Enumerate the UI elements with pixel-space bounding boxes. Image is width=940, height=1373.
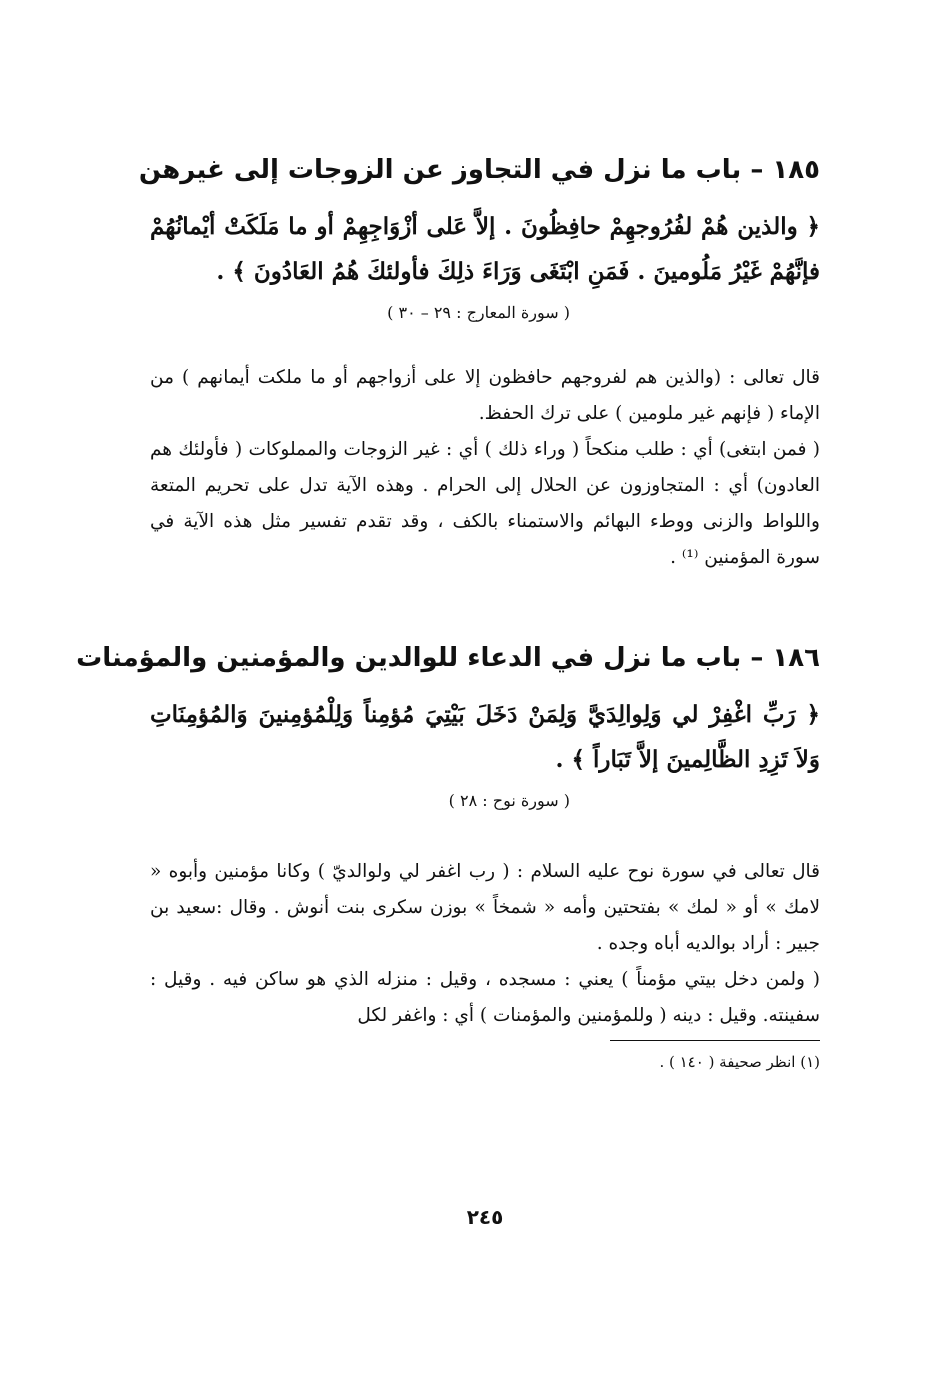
section-185-commentary — [150, 360, 820, 576]
page-number: ٢٤٥ — [466, 1205, 504, 1229]
book-page — [76, 150, 820, 1330]
section-186-paragraph: ( ولمن دخل بيتي مؤمناً ) يعني : مسجده ، وقيل : منزله الذي هو ساكن فيه . وقيل : سفينته. وقيل : دينه ( وللمؤمنين والمؤمنات ) أي : واغفر لكل — [150, 969, 820, 1026]
section-186-reference: ( سورة نوح : ٢٨ ) — [448, 791, 570, 810]
section-185-heading: ١٨٥ – باب ما نزل في التجاوز عن الزوجات إلى غيرهن — [138, 155, 820, 185]
footnote: (١) انظر صحيفة ( ١٤٠ ) . — [659, 1053, 820, 1071]
section-185-verse: ﴿ والذين هُمْ لفُرُوجهِمْ حافِظُونَ . إلاَّ عَلى أزْوَاجِهِمْ أو ما مَلَكَتْ أيْمانُهُمْ فإنَّهُمْ غَيْرُ مَلُومينَ . فَمَنِ ابْتَغَى وَرَاءَ ذلِكَ فأولئكَ هُمُ العَادُونَ ﴾ . — [150, 213, 820, 285]
section-185-paragraph: قال تعالى : (والذين هم لفروجهم حافظون إلا على أزواجهم أو ما ملكت أيمانهم ) من الإماء ( فإنهم غير ملومين ) على ترك الحفظ. — [150, 367, 820, 424]
section-186-heading: ١٨٦ – باب ما نزل في الدعاء للوالدين والمؤمنين والمؤمنات — [76, 643, 820, 673]
section-186-commentary — [150, 854, 820, 1034]
section-186-verse: ﴿ رَبِّ اغْفِرْ لي وَلِوالِدَيَّ وَلِمَنْ دَخَلَ بَيْتِيَ مُؤمِناً وَلِلْمُؤمِنينَ وَالمُؤمِنَاتِ وَلاَ تَزِدِ الظَّالِمينَ إلاَّ تَبَاراً ﴾ . — [150, 701, 820, 773]
section-186-paragraph: قال تعالى في سورة نوح عليه السلام : ( رب اغفر لي ولوالديّ ) وكانا مؤمنين وأبوه « لامك » أو « لمك » بفتحتين وأمه « شمخاً » بوزن سكرى بنت أنوش . وقال :سعيد بن جبير : أراد بوالديه أباه وجده . — [150, 861, 820, 954]
section-185-reference: ( سورة المعارج : ٢٩ – ٣٠ ) — [387, 303, 570, 322]
section-185-paragraph: ( فمن ابتغى) أي : طلب منكحاً ( وراء ذلك ) أي : غير الزوجات والمملوكات ( فأولئك هم العادون) أي : المتجاوزون عن الحلال إلى الحرام . وهذه الآية تدل على تحريم المتعة واللواط والزنى ووطء البهائم والاستمناء بالكف ، وقد تقدم تفسير مثل هذه الآية في سورة المؤمنين ⁽¹⁾ . — [150, 439, 820, 568]
footnote-divider — [610, 1040, 820, 1041]
